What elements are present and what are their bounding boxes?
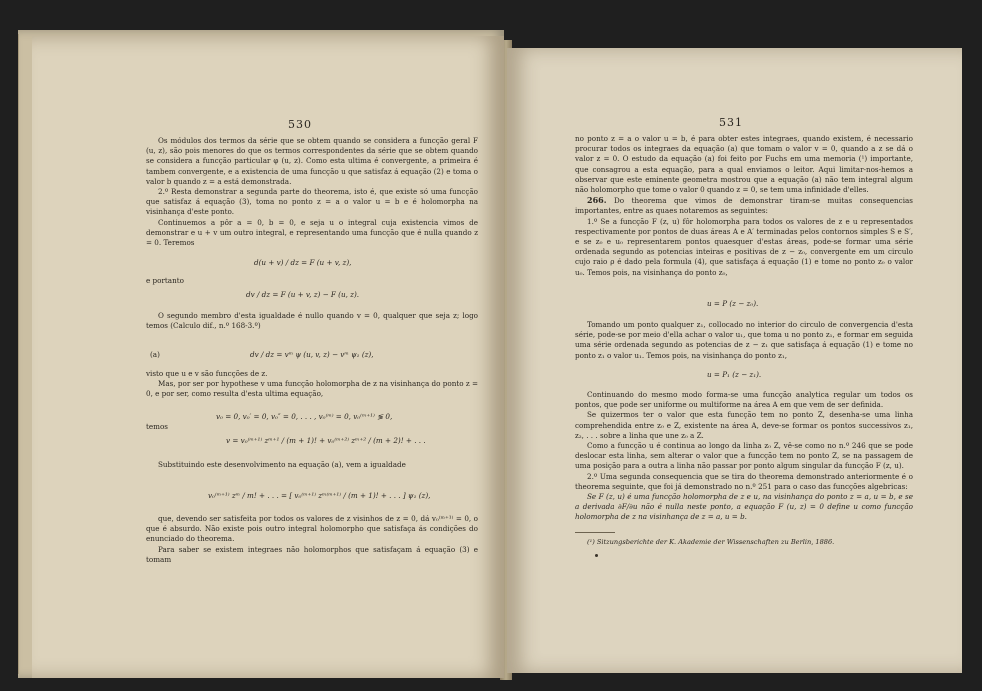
paragraph: Se quizermos ter o valor que esta funcção tem no ponto Z, desenha-se uma linha comprehendida entre z₀ e Z, existente na área A, deve-se formar os pontos successivos z₁, z₂, . . . sobre a linha que une z₀ a Z. [575, 410, 913, 440]
label-text: temos [146, 422, 168, 431]
paragraph: no ponto z = a o valor u = b, é para obter estes integraes, quando existem, é necessario procurar todos os integraes da equação (a) que tomam o valor v = 0, quando a z se dá o valor z = 0. O estudo da equação (a) foi feito por Fuchs em uma memoria (¹) importante, que consagrou a esta equação, para a qual enviamos o leitor. Aqui limitar-nos-hemos a observar que este eminente geometra mostrou que a equação (a) não tem integral algum não holomorpho que tome o valor 0 quando z = 0, se tem uma infinidade d'elles. [575, 134, 913, 195]
paragraph: Mas, por ser por hypothese v uma funcção holomorpha de z na visinhança do ponto z = 0, e por ser, como resulta d'esta ultima equação, [146, 379, 478, 399]
paragraph: 2.º Uma segunda consequencia que se tira do theorema demonstrado anteriormente é o theorema seguinte, que foi já demonstrado no n.º 251 para o caso das funcções algebricas: [575, 471, 913, 491]
paragraph: O segundo membro d'esta igualdade é nullo quando v = 0, qualquer que seja z; logo temos (Calculo dif., n.º 168-3.º) [146, 311, 478, 331]
paragraph: Os módulos dos termos da série que se obtem quando se considera a funcção geral F (u, z), são pois menores do que os termos correspondentes da série que se obtem quando se considera a funcção particular φ (u, z). Como esta ultima é convergente, a primeira é tambem convergente, e a existencia de uma funcção u que satisfaz á equação (2) e toma o valor b quando z = a está demonstrada. [146, 136, 478, 186]
paragraph: Continuemos a pôr a = 0, b = 0, e seja u o integral cuja existencia vimos de demonstrar e u + v um outro integral, e representando uma funcção que é nulla quando z = 0. Teremos [146, 217, 478, 248]
right-text-block-2 [575, 320, 913, 361]
left-text-block-4 [146, 460, 478, 470]
paragraph: Se F (z, u) é uma funcção holomorpha de z e u, na visinhança do ponto z = a, u = b, e se a derivada ∂F/∂u não é nulla neste ponto, a equação F (u, z) = 0 define u como funcção holomorpha de z na visinhança de z = a, u = b. [575, 492, 913, 522]
paragraph [575, 195, 913, 216]
page-number: 530 [288, 118, 312, 131]
equation: v = v₀⁽ᵐ⁺¹⁾ zᵐ⁺¹ / (m + 1)! + v₀⁽ᵐ⁺²⁾ zᵐ⁺² / (m + 2)! + . . . [226, 436, 426, 445]
left-text-block-5 [146, 514, 478, 565]
equation: d(u + v) / dz = F (u + v, z), [254, 258, 352, 267]
right-text-block-1 [575, 134, 913, 278]
equation: dv / dz = vᵐ ψ (u, v, z) − vᵐ ψ₁ (z), [250, 350, 374, 359]
ink-mark [595, 554, 598, 557]
left-text-block-2 [146, 311, 478, 331]
label-text: e portanto [146, 276, 184, 285]
paragraph: Tomando um ponto qualquer z₁, collocado no interior do circulo de convergencia d'esta série, pode-se por meio d'ella achar o valor u₁, que toma u no ponto z₁, e formar em seguida uma série ordenada segundo as potencias de z − z₁ que satisfaça á equação (1) e tome no ponto z₁ o valor u₁. Temos pois, na visinhança do ponto z₁, [575, 320, 913, 360]
paragraph: Como a funcção u é continua ao longo da linha z₀ Z, vê-se como no n.º 246 que se pode deslocar esta linha, sem alterar o valor que a funcção tem no ponto Z, se na passagem de uma posição para a outra a linha não passar por ponto algum singular da funcção F (z, u). [575, 441, 913, 471]
equation: v₀ = 0, v₀′ = 0, v₀″ = 0, . . . , v₀⁽ᵐ⁾ = 0, v₀⁽ᵐ⁺¹⁾ ≶ 0, [216, 412, 393, 421]
left-text-block-1 [146, 136, 478, 248]
footnote-rule [575, 532, 615, 533]
page-number: 531 [719, 116, 743, 129]
paragraph: Substituindo este desenvolvimento na equação (a), vem a igualdade [158, 460, 406, 469]
equation: u = P (z − z₀). [707, 299, 759, 308]
paragraph: que, devendo ser satisfeita por todos os valores de z visinhos de z = 0, dá v₀⁽ᵐ⁺¹⁾ = 0, o que é absurdo. Não existe pois outro integral holomorpho que satisfaça ás condições do enunciado do theorema. [146, 514, 478, 544]
left-page [32, 36, 504, 678]
paragraph-text: Do theorema que vimos de demonstrar tiram-se muitas consequencias importantes, entre as quaes notaremos as seguintes: [575, 196, 913, 216]
paragraph: visto que u e v são funcções de z. [146, 369, 268, 378]
equation-label: (a) [150, 350, 160, 359]
paragraph: Para saber se existem integraes não holomorphos que satisfaçam á equação (3) e tomam [146, 544, 478, 564]
paragraph: Continuando do mesmo modo forma-se uma funcção analytica regular um todos os pontos, que pode ser uniforme ou multiforme na área A em que vem de ser definida. [575, 390, 913, 410]
paragraph: 2.º Resta demonstrar a segunda parte do theorema, isto é, que existe só uma funcção que satisfaz á equação (3), toma no ponto z = a o valor u = b e é holomorpha na visinhança d'este ponto. [146, 187, 478, 217]
paragraph: 1.º Se a funcção F (z, u) fôr holomorpha para todos os valores de z e u representados respectivamente por pontos de duas áreas A e A′ terminadas pelos contornos simples S e S′, e se z₀ e u₀ representarem pontos quaesquer d'estas áreas, pode-se formar uma série ordenada segundo as potencias inteiras e positivas de z − z₀, convergente em um circulo cujo raio ρ é dado pela formula (4), que satisfaça á equação (1) e tome no ponto z₀ o valor u₀. Temos pois, na visinhança do ponto z₀, [575, 216, 913, 277]
right-page [507, 48, 962, 673]
footnote: (¹) Sitzungsberichte der K. Akademie der Wissenschaften zu Berlin, 1886. [587, 538, 835, 546]
section-number: 266. [587, 195, 607, 206]
page-edge [18, 34, 33, 674]
equation: u = P₁ (z − z₁). [707, 370, 762, 379]
left-text-block-3 [146, 369, 478, 400]
equation: v₀⁽ᵐ⁺¹⁾ zᵐ / m! + . . . = [ v₀⁽ᵐ⁺¹⁾ zᵐ⁽ᵐ⁺¹⁾ / (m + 1)! + . . . ] ψ₁ (z), [208, 491, 431, 500]
equation: dv / dz = F (u + v, z) − F (u, z). [246, 290, 360, 299]
right-text-block-3 [575, 390, 913, 523]
